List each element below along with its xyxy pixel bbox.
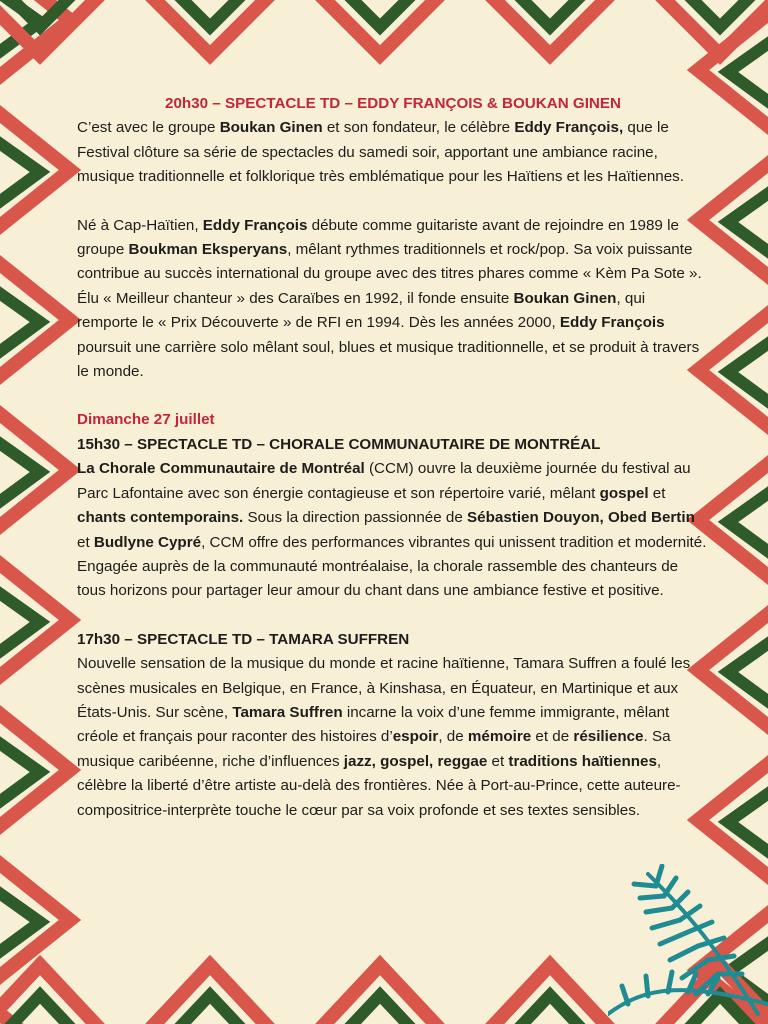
- section-heading-eddy-francois: 20h30 – SPECTACLE TD – EDDY FRANÇOIS & BOUKAN GINEN: [165, 95, 621, 112]
- day-heading: Dimanche 27 juillet: [77, 411, 215, 429]
- section-heading-tamara-suffren: 17h30 – SPECTACLE TD – TAMARA SUFFREN: [77, 630, 410, 648]
- paragraph-eddy-francois-bio: Né à Cap-Haïtien, Eddy François débute comme guitariste avant de rejoindre en 1989 le groupe Boukman Eksperyans, mêlant rythmes traditionnels et rock/pop. Sa voix puissante contribue au succès international du groupe avec des titres phares comme « Kèm Pa Sote ». Élu « Meilleur chanteur » des Caraïbes en 1992, il fonde ensuite Boukan Ginen, qui remporte le « Prix Découverte » de RFI en 1994. Dès les années 2000, Eddy François poursuit une carrière solo mêlant soul, blues et musique traditionnelle, et se produit à travers le monde.: [77, 216, 702, 381]
- program-text: [77, 92, 709, 823]
- paragraph-tamara-suffren: Nouvelle sensation de la musique du monde et racine haïtienne, Tamara Suffren a foulé les scènes musicales en Belgique, en France, à Kinshasa, en Équateur, en Martinique et aux États-Unis. Sur scène, Tamara Suffren incarne la voix d’une femme immigrante, mêlant créole et français pour raconter des histoires d’espoir, de mémoire et de résilience. Sa musique caribéenne, riche d’influences jazz, gospel, reggae et traditions haïtiennes, célèbre la liberté d’être artiste au-delà des frontières. Née à Port-au-Prince, cette auteure-compositrice-interprète touche le cœur par sa voix profonde et ses textes sensibles.: [77, 655, 691, 819]
- paragraph-boukan-ginen-intro: C’est avec le groupe Boukan Ginen et son fondateur, le célèbre Eddy François, que le Festival clôture sa série de spectacles du samedi soir, apportant une ambiance racine, musique traditionnelle et folklorique très emblématique pour les Haïtiens et les Haïtiennes.: [77, 119, 684, 186]
- palm-leaf-icon: [608, 864, 768, 1024]
- section-heading-chorale: 15h30 – SPECTACLE TD – CHORALE COMMUNAUTAIRE DE MONTRÉAL: [77, 435, 601, 453]
- paragraph-chorale: La Chorale Communautaire de Montréal (CCM) ouvre la deuxième journée du festival au Parc Lafontaine avec son énergie contagieuse et son répertoire varié, mêlant gospel et chants contemporains. Sous la direction passionnée de Sébastien Douyon, Obed Bertin et Budlyne Cypré, CCM offre des performances vibrantes qui unissent tradition et modernité. Engagée auprès de la communauté montréalaise, la chorale rassemble des chanteurs de tous horizons pour partager leur amour du chant dans une ambiance festive et positive.: [77, 460, 707, 600]
